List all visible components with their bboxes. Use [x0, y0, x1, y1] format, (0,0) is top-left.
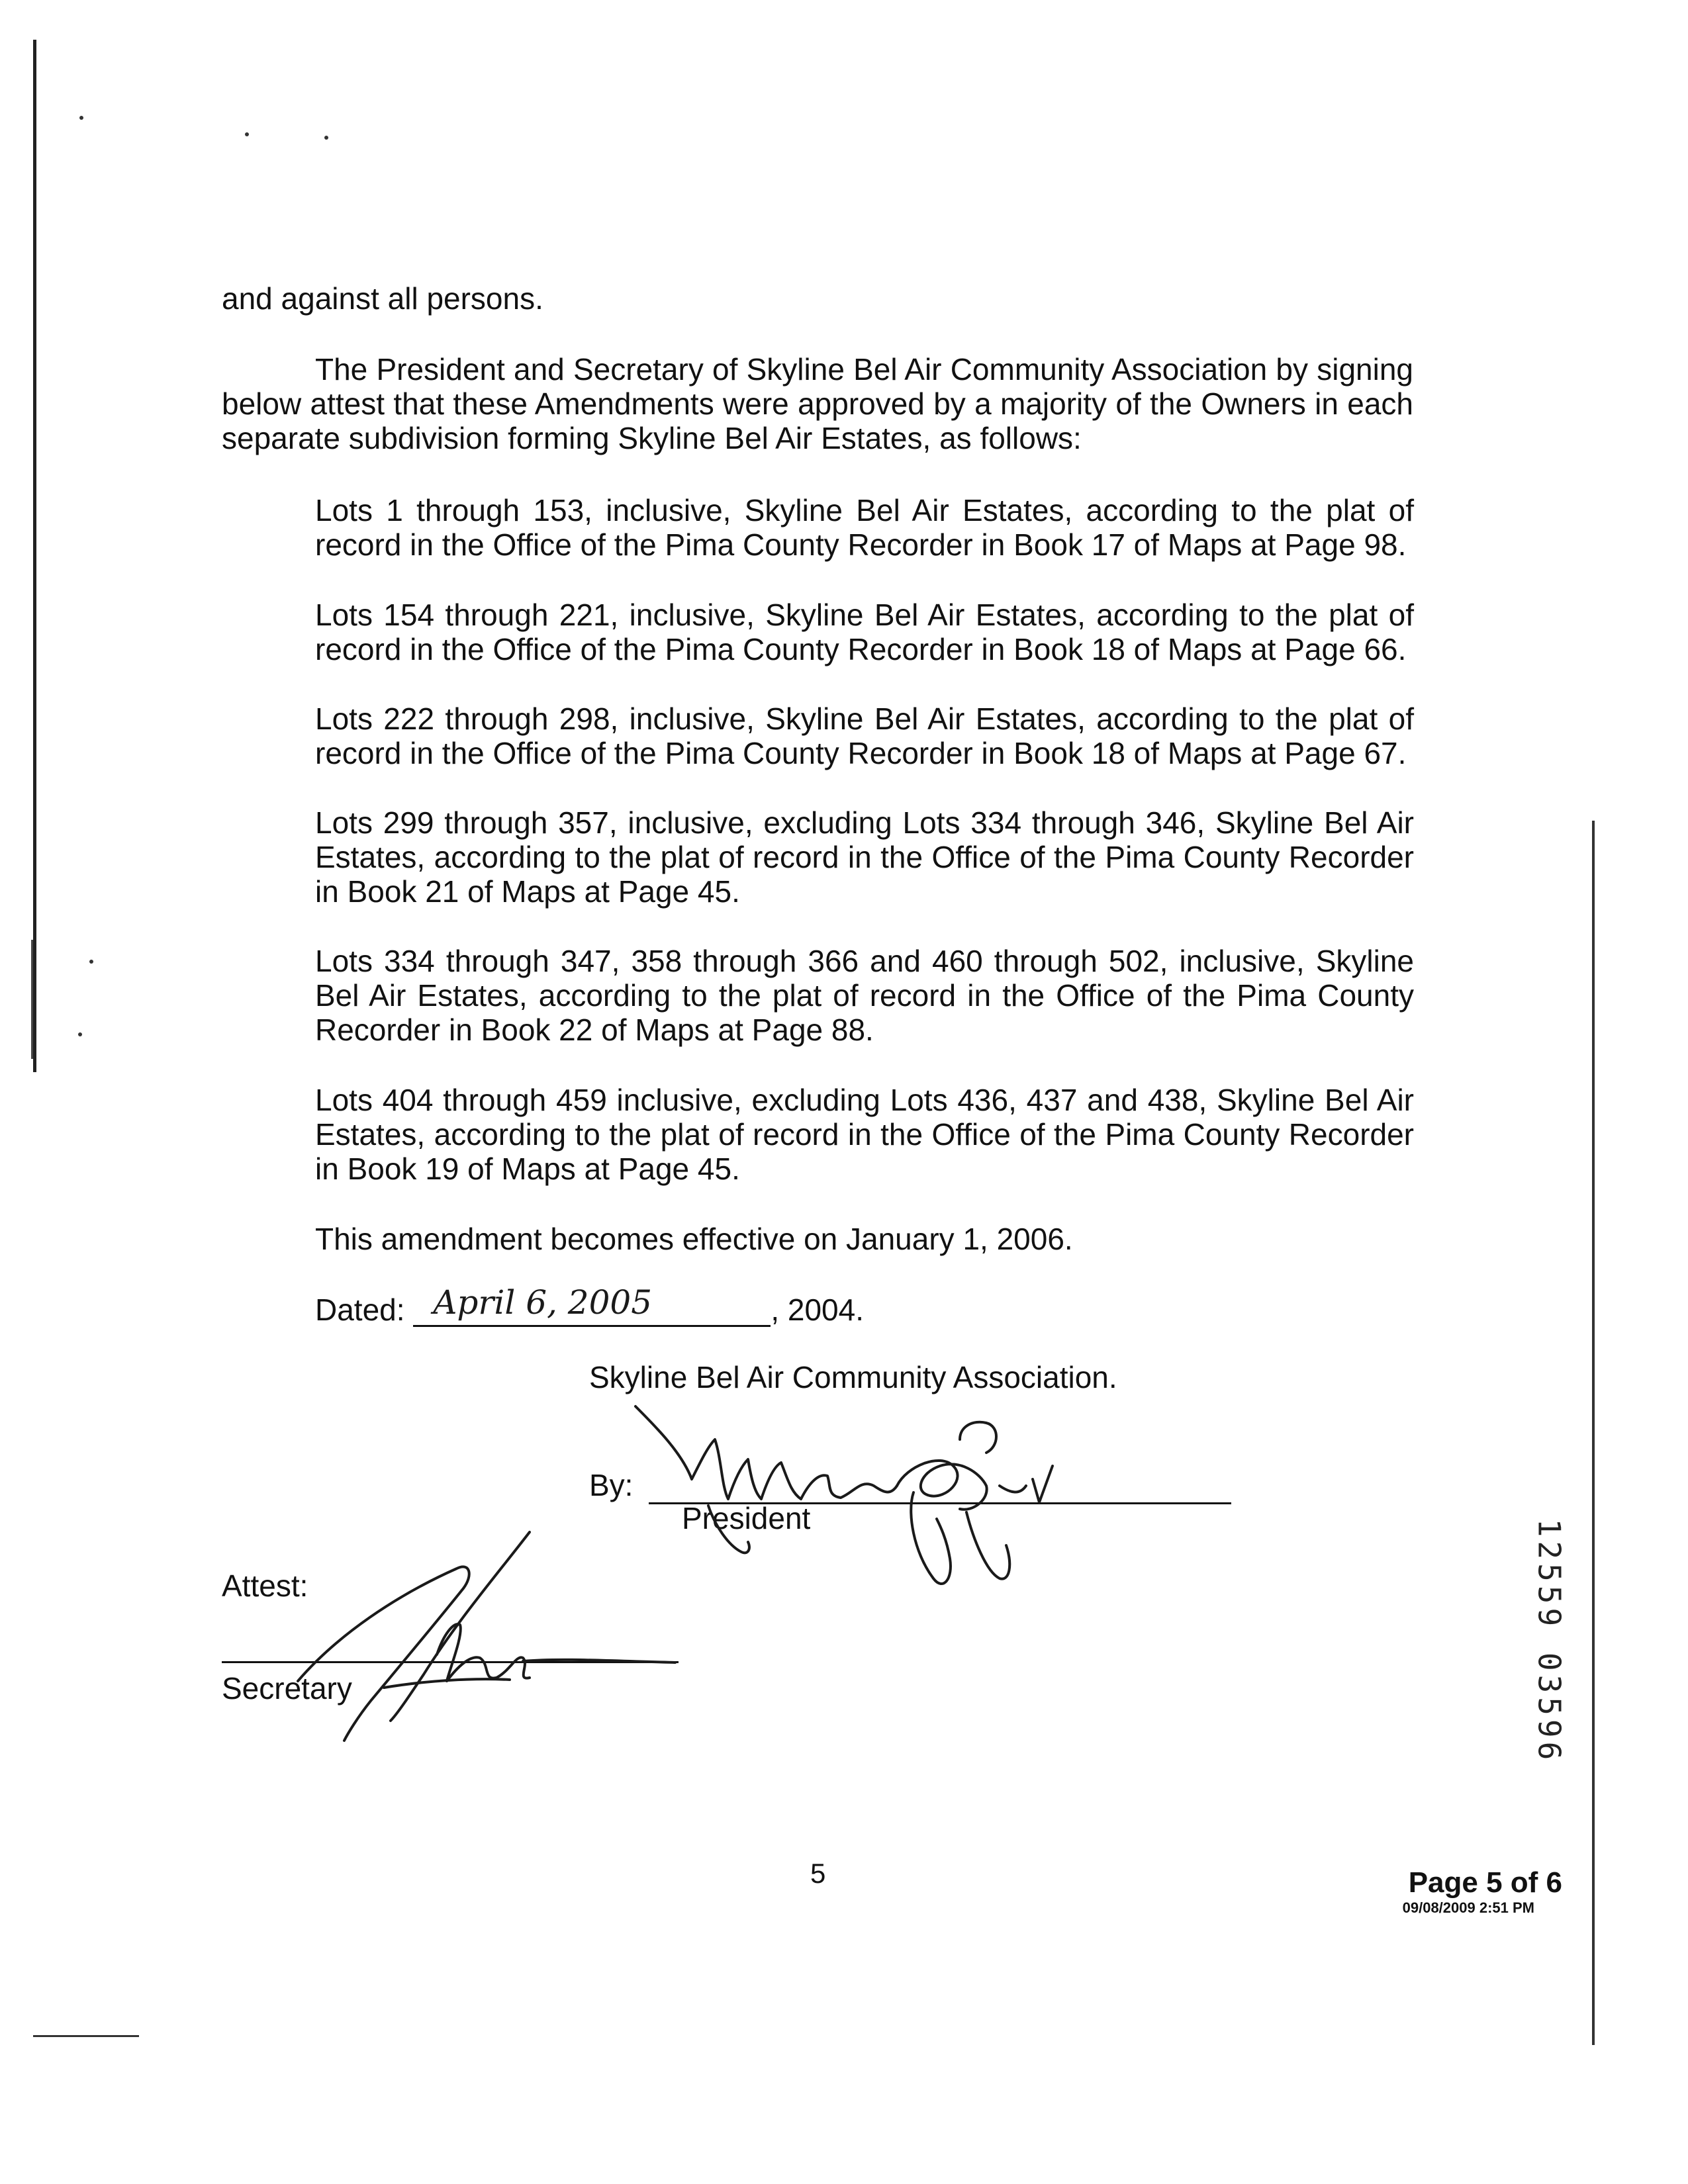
scan-speck — [324, 136, 328, 140]
scan-speck — [245, 132, 249, 136]
attest-label: Attest: — [222, 1569, 308, 1603]
scan-speck — [78, 1032, 82, 1036]
scan-edge-line — [1592, 821, 1595, 2045]
dated-line — [315, 1283, 864, 1327]
president-signature — [629, 1387, 1132, 1612]
scan-dash — [33, 2035, 139, 2037]
effective-date-line: This amendment becomes effective on January 1, 2006. — [315, 1222, 1073, 1256]
print-timestamp: 09/08/2009 2:51 PM — [1402, 1899, 1534, 1916]
association-name: Skyline Bel Air Community Association. — [589, 1360, 1117, 1394]
by-label: By: — [589, 1468, 633, 1502]
lots-paragraph: Lots 154 through 221, inclusive, Skyline Bel Air Estates, according to the plat of record in the Office of the Pima County Recorder in Book 18 of Maps at Page 66. — [315, 598, 1414, 666]
recording-stamp: 12559 03596 — [1531, 1518, 1568, 1764]
secretary-signature — [218, 1522, 695, 1747]
scan-speck — [89, 960, 93, 964]
page-number: 5 — [810, 1858, 826, 1889]
lots-paragraph: Lots 404 through 459 inclusive, excluding Lots 436, 437 and 438, Skyline Bel Air Estates, according to the plat of record in the Office of the Pima County Recorder in Book 19 of Maps at Page 45. — [315, 1083, 1414, 1186]
page-of-label: Page 5 of 6 — [1408, 1866, 1562, 1899]
scan-edge-line — [33, 40, 36, 1072]
dated-year: , 2004. — [771, 1293, 864, 1327]
dated-label: Dated: — [315, 1293, 405, 1327]
lots-paragraph: Lots 222 through 298, inclusive, Skyline Bel Air Estates, according to the plat of record in the Office of the Pima County Recorder in Book 18 of Maps at Page 67. — [315, 702, 1414, 770]
secretary-label: Secretary — [222, 1671, 352, 1706]
lots-paragraph: Lots 299 through 357, inclusive, excluding Lots 334 through 346, Skyline Bel Air Estates, according to the plat of record in the Office of the Pima County Recorder in Book 21 of Maps at Page 45. — [315, 805, 1414, 909]
lots-paragraph: Lots 1 through 153, inclusive, Skyline Bel Air Estates, according to the plat of record in the Office of the Pima County Recorder in Book 17 of Maps at Page 98. — [315, 493, 1414, 562]
scan-edge-line — [31, 940, 33, 1059]
lots-paragraph: Lots 334 through 347, 358 through 366 and 460 through 502, inclusive, Skyline Bel Air Estates, according to the plat of record in the Office of the Pima County Recorder in Book 22 of Maps at Page 88. — [315, 944, 1414, 1047]
dated-blank — [413, 1283, 771, 1327]
attestation-paragraph: The President and Secretary of Skyline Bel Air Community Association by signing below attest that these Amendments were approved by a majority of the Owners in each separate subdivision forming Skyline Bel Air Estates, as follows: — [222, 352, 1413, 455]
opening-line: and against all persons. — [222, 281, 543, 316]
handwritten-date: April 6, 2005 — [433, 1283, 653, 1322]
scan-speck — [79, 116, 83, 120]
president-label: President — [682, 1501, 811, 1535]
